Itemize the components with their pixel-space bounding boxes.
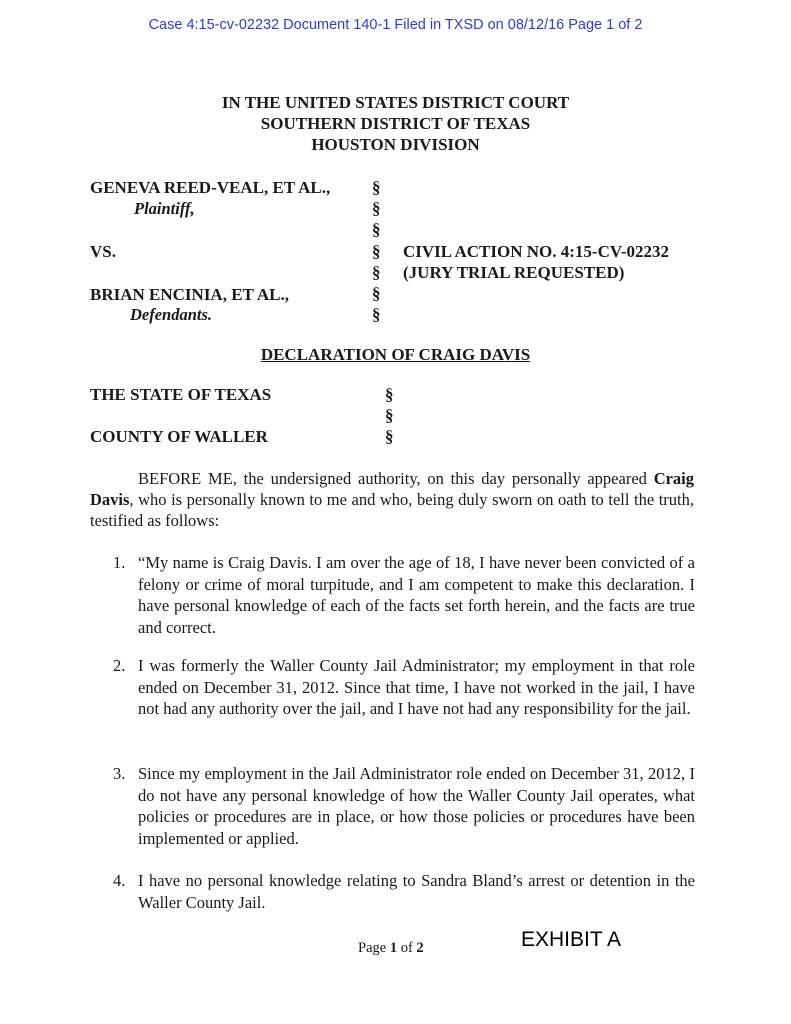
- page-number: Page 1 of 2: [358, 940, 424, 956]
- section-mark: §: [372, 178, 381, 197]
- exhibit-label: EXHIBIT A: [521, 928, 621, 951]
- venue-state: THE STATE OF TEXAS: [90, 385, 272, 404]
- item-text: I was formerly the Waller County Jail Administrator; my employment in that role ended on December 31, 2012. Since that time, I have not worked in the jail, I have not had any authority over the jail, and I have not had any responsibility for the jail.: [138, 656, 695, 718]
- section-mark: §: [372, 220, 381, 239]
- court-district: SOUTHERN DISTRICT OF TEXAS: [260, 114, 531, 133]
- section-mark: §: [372, 305, 381, 324]
- venue-county: COUNTY OF WALLER: [90, 427, 268, 446]
- item-text: “My name is Craig Davis. I am over the age of 18, I have never been convicted of a felony or crime of moral turpitude, and I am competent to make this declaration. I have personal knowledge of each of the facts set forth herein, and the facts are true and correct.: [138, 553, 695, 637]
- versus: VS.: [90, 242, 116, 261]
- declaration-item: [113, 655, 695, 720]
- item-number: 1.: [113, 553, 126, 572]
- section-mark: §: [385, 427, 394, 446]
- intro-paragraph: BEFORE ME, the undersigned authority, on this day personally appeared Craig Davis, who is personally known to me and who, being duly sworn on oath to tell the truth, testified as follows:: [90, 469, 695, 530]
- declarant-name: Craig Davis: [90, 469, 695, 509]
- court-name: IN THE UNITED STATES DISTRICT COURT: [221, 93, 570, 112]
- court-division: HOUSTON DIVISION: [311, 135, 480, 154]
- item-number: 2.: [113, 656, 126, 675]
- jury-trial-note: (JURY TRIAL REQUESTED): [403, 263, 625, 282]
- item-number: 3.: [113, 764, 126, 783]
- declaration-item: [113, 763, 695, 849]
- case-number: CIVIL ACTION NO. 4:15-CV-02232: [403, 242, 670, 261]
- ecf-header-stamp: Case 4:15-cv-02232 Document 140-1 Filed in TXSD on 08/12/16 Page 1 of 2: [148, 17, 643, 33]
- defendant-role: Defendants.: [130, 305, 213, 324]
- section-mark: §: [385, 406, 394, 425]
- section-mark: §: [372, 242, 381, 261]
- section-mark: §: [372, 199, 381, 218]
- declaration-item: [113, 870, 695, 913]
- plaintiff-name: GENEVA REED-VEAL, ET AL.,: [90, 178, 331, 197]
- document-title: DECLARATION OF CRAIG DAVIS: [260, 345, 531, 364]
- section-mark: §: [372, 263, 381, 282]
- item-text: Since my employment in the Jail Administrator role ended on December 31, 2012, I do not have any personal knowledge of how the Waller County Jail operates, what policies or procedures are in place, or how those policies or procedures have been implemented or applied.: [138, 764, 695, 848]
- plaintiff-role: Plaintiff,: [134, 199, 195, 218]
- section-mark: §: [385, 385, 394, 404]
- defendant-name: BRIAN ENCINIA, ET AL.,: [90, 285, 290, 304]
- declaration-item: [113, 552, 695, 638]
- section-mark: §: [372, 284, 381, 303]
- item-text: I have no personal knowledge relating to Sandra Bland’s arrest or detention in the Waller County Jail.: [138, 871, 695, 912]
- item-number: 4.: [113, 871, 126, 890]
